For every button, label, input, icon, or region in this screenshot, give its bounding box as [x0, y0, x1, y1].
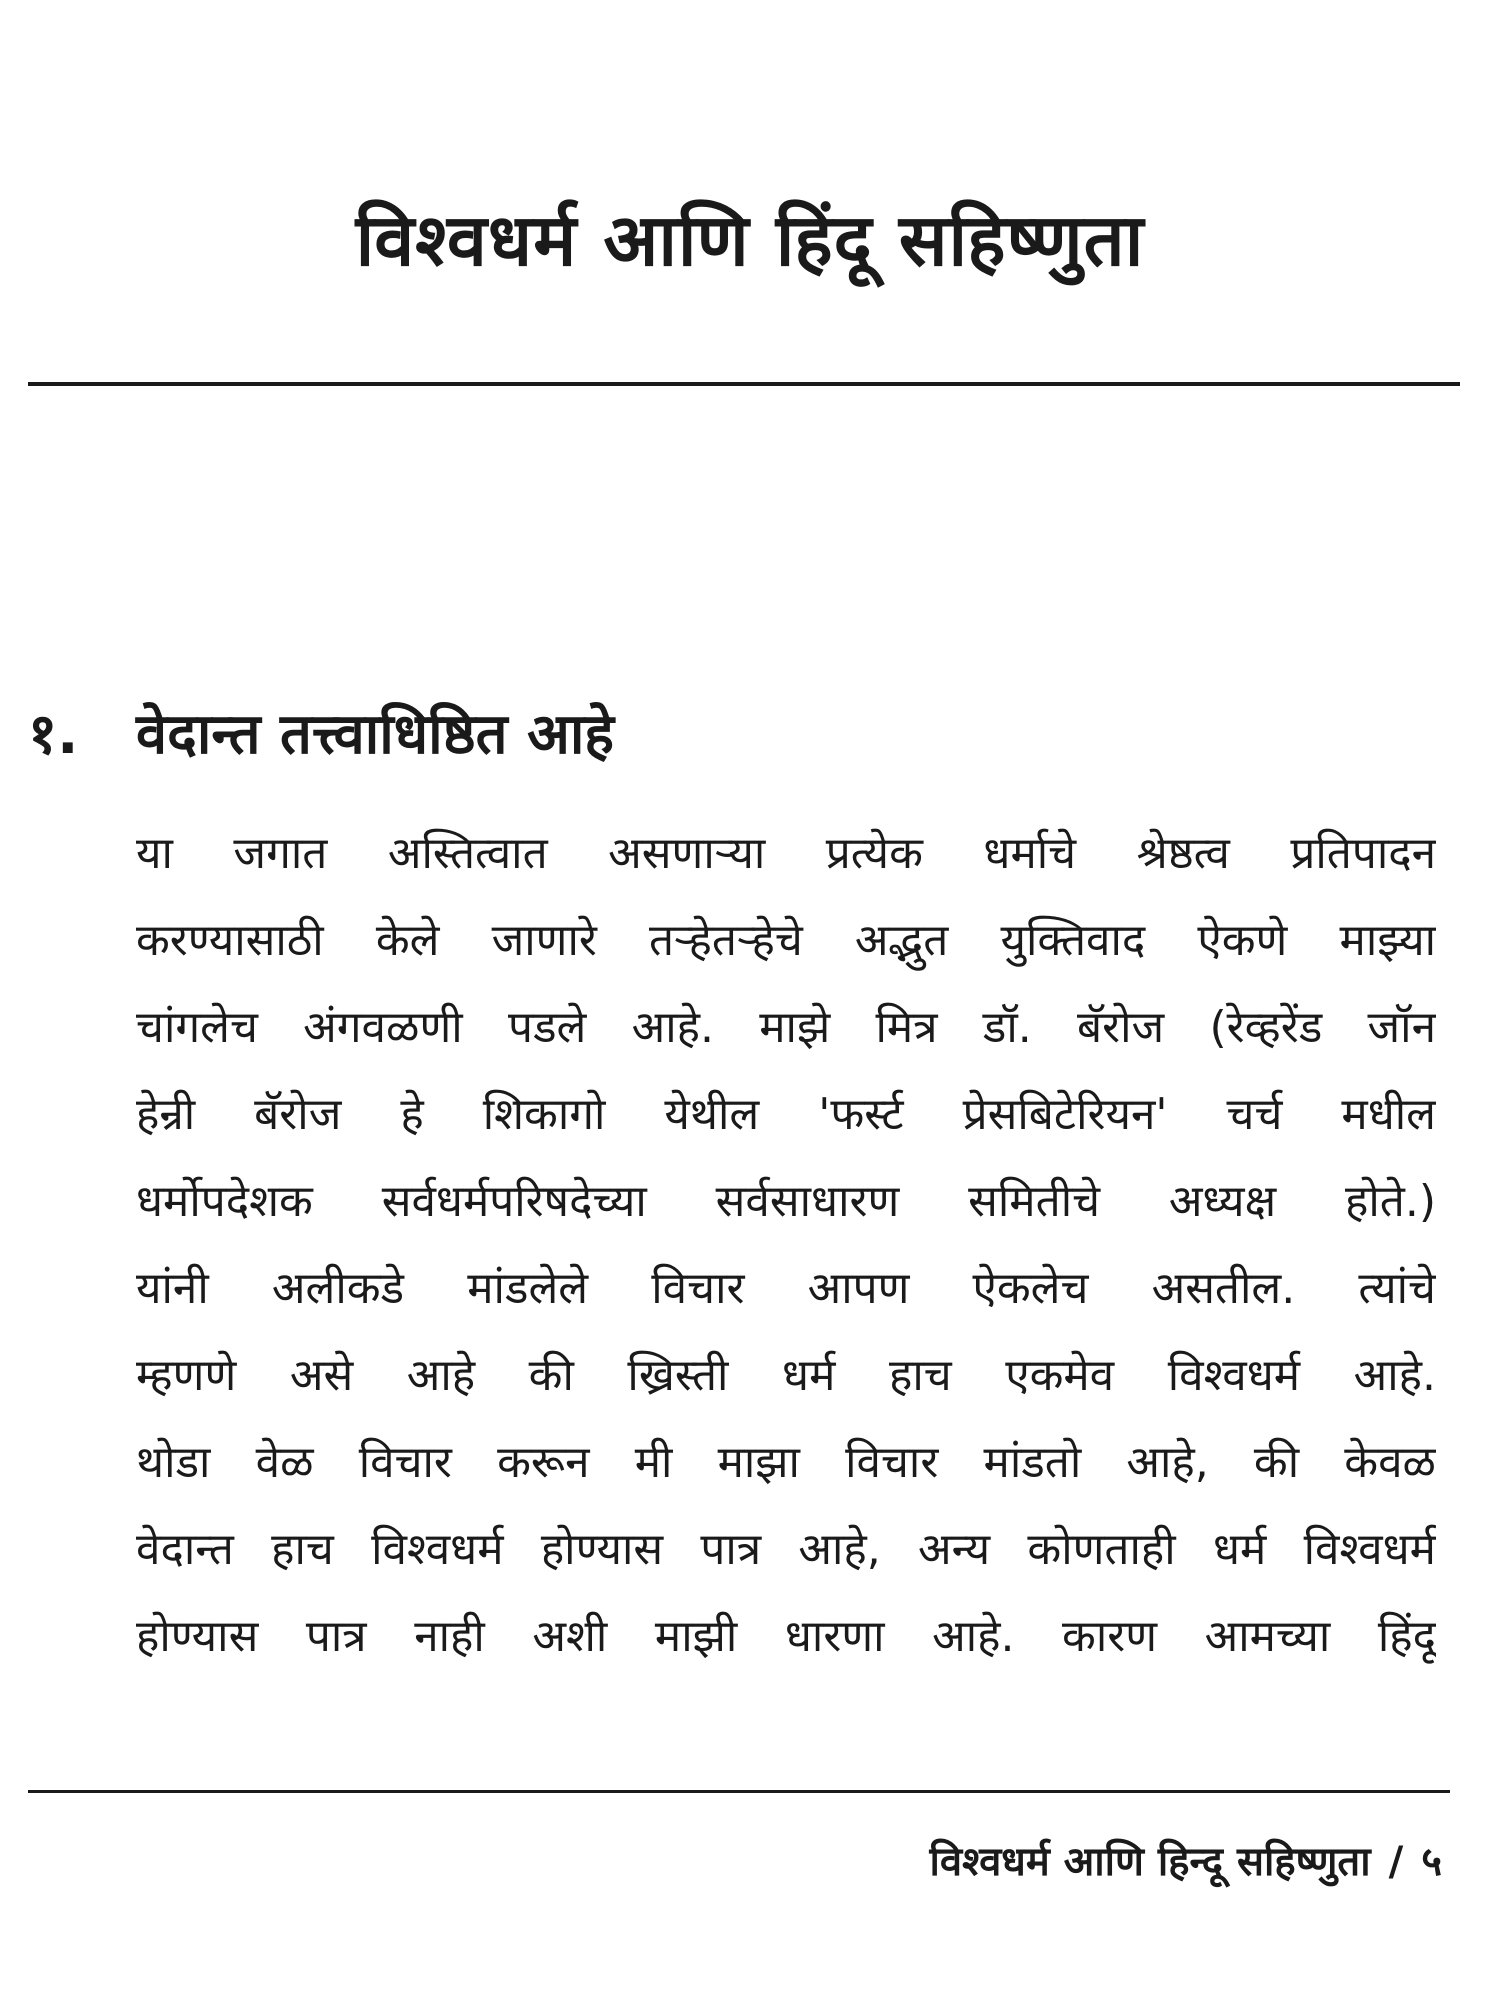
top-divider [28, 382, 1460, 386]
body-line: या जगात अस्तित्वात असणाऱ्या प्रत्येक धर्माचे श्रेष्ठत्व प्रतिपादन [136, 828, 1436, 879]
footer-separator: / [1388, 1839, 1404, 1885]
body-paragraph [136, 810, 1436, 1680]
running-footer [929, 1832, 1442, 1892]
page-number: ५ [1421, 1839, 1442, 1885]
body-line: म्हणणे असे आहे की ख्रिस्ती धर्म हाच एकमेव विश्वधर्म आहे. [136, 1350, 1436, 1401]
body-line: होण्यास पात्र नाही अशी माझी धारणा आहे. कारण आमच्या हिंदू [136, 1611, 1436, 1662]
section-heading [28, 695, 614, 775]
body-line: करण्यासाठी केले जाणारे तऱ्हेतऱ्हेचे अद्भुत युक्तिवाद ऐकणे माझ्या [136, 915, 1436, 966]
page-title: विश्वधर्म आणि हिंदू सहिष्णुता [355, 198, 1145, 282]
body-line: चांगलेच अंगवळणी पडले आहे. माझे मित्र डॉ. बॅरोज (रेव्हरेंड जॉन [136, 1002, 1436, 1053]
footer-book-title: विश्वधर्म आणि हिन्दू सहिष्णुता [929, 1839, 1371, 1885]
body-line: यांनी अलीकडे मांडलेले विचार आपण ऐकलेच असतील. त्यांचे [136, 1263, 1436, 1314]
bottom-divider [28, 1790, 1450, 1793]
section-number: १. [28, 702, 79, 767]
body-line: थोडा वेळ विचार करून मी माझा विचार मांडतो आहे, की केवळ [136, 1437, 1436, 1488]
body-line: धर्मोपदेशक सर्वधर्मपरिषदेच्या सर्वसाधारण समितीचे अध्यक्ष होते.) [136, 1176, 1436, 1227]
body-line: हेन्री बॅरोज हे शिकागो येथील 'फर्स्ट प्रेसबिटेरियन' चर्च मधील [136, 1089, 1436, 1140]
section-heading-text: वेदान्त तत्त्वाधिष्ठित आहे [136, 702, 615, 767]
body-line: वेदान्त हाच विश्वधर्म होण्यास पात्र आहे, अन्य कोणताही धर्म विश्वधर्म [136, 1524, 1436, 1575]
